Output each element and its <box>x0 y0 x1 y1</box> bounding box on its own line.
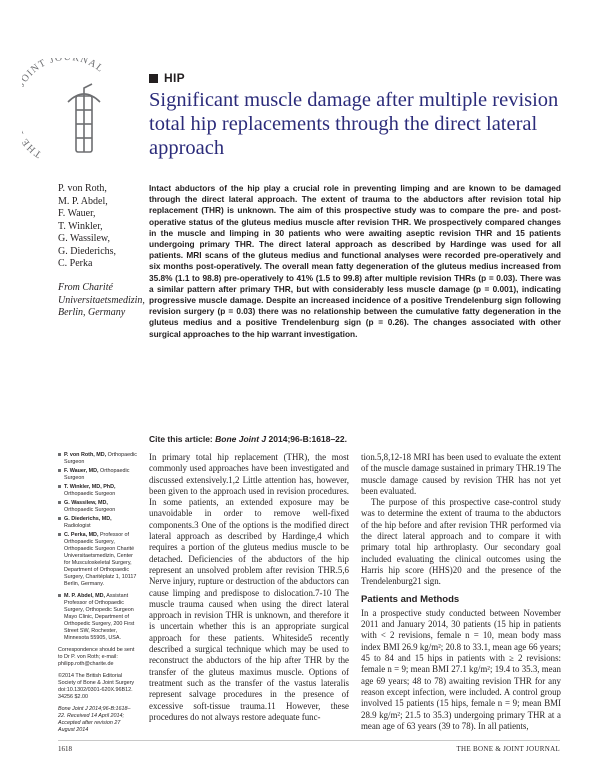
body-paragraph: The purpose of this prospective case-control study was to determine the extent of trauma to the abductors of the hip before and after revision THR performed via the direct lateral approach and to compare it with primary total hip arthroplasty. Our secondary goal included evaluating the clinical outcomes using the Harris hip score (HHS)20 and the presence of the Trendelenburg21 sign. <box>361 497 561 587</box>
article-title: Significant muscle damage after multiple revision total hip replacements through the direct lateral approach <box>149 89 559 159</box>
section-square-icon <box>149 74 158 83</box>
author-list <box>58 183 153 271</box>
author-name: G. Wassilew, <box>58 233 110 244</box>
body-paragraph: In a prospective study conducted between November 2011 and January 2014, 30 patients (15 hip in patients with < 2 revisions, female n = 10, mean body mass index BMI 26.9 kg/m²; 20.8 to 33.1, mean age 66 years; 45 to 84 and 15 hips in patients with ≥ 2 revisions: female n = 9; mean BMI 27.1 kg/m²; 19.4 to 35.3, mean age 69 years; 48 to 78) awaiting revision THR for any reason except infection, were included. A control group involved 15 patients (15 hips, female n = 9; mean BMI 28.9 kg/m²; 21.5 to 35.3) undergoing primary THR at a mean age of 63 years (39 to 78). In all patients, <box>361 607 561 731</box>
footer-journal-name: THE BONE & JOINT JOURNAL <box>456 745 560 753</box>
cite-label: Cite this article: <box>149 434 213 444</box>
journal-logo <box>22 58 132 168</box>
sidebar-author: M. P. Abdel, MD, Assistant Professor of Orthopaedic Surgery, Orthopedic Surgeon Mayo Clinic, Department of Orthopedic Surgery, 200 First Street SW, Rochester, Minnesota 55905, USA. <box>58 593 138 642</box>
logo-text: TH INT JO RNAL <box>24 58 106 160</box>
body-column-1 <box>149 452 349 723</box>
footer-divider <box>58 740 560 741</box>
body-paragraph: In primary total hip replacement (THR), the most commonly used approaches have been investigated and discussed extensively.1,2 Little attention has, however, been given to the approach used in revision procedures. In some patients, an extended exposure may be unavoidable in order to remove well-fixed components.3 One of the options is the modified direct lateral approach as described by Hardinge,4 which requires a portion of the gluteus medius muscle to be detached. Deficiencies of the abductors of the hip represent an unsolved problem after revision THR.5,6 Nerve injury, rupture or destruction of the abductors can cause limping and predispose to dislocation.7-10 The muscle trauma caused when using the direct lateral approach in revision THR is unknown, and therefore it is uncertain whether this is an appropriate surgical approach for these patients. Whiteside5 recently described a surgical technique which may be used to reconstruct the abductors of the hip after THR by the transfer of the gluteus maximus muscle. Options of treatment such as the transfer of the vastus lateralis represent salvage procedures in the presence of excessive soft-tissue trauma.11 However, these procedures do not always restore adequate func- <box>149 452 349 722</box>
author-name: M. P. Abdel, <box>58 195 108 207</box>
svg-text:THE BONE & JOINT JOURNAL <box>22 58 106 160</box>
citation-line <box>149 434 561 444</box>
affiliation: From Charité Universitaetsmedizin, Berlin, Germany <box>58 282 145 318</box>
bullet-icon <box>58 485 61 488</box>
abstract: Intact abductors of the hip play a crucial role in preventing limping and are known to be damaged through the direct lateral approach. The extent of trauma to the abductors after revision total hip replacement (THR) is unknown. The aim of this prospective study was to compare the pre- and post-operative status of the gluteus medius muscle after revision THR. We prospectively compared changes in the muscle and limping in 30 patients who were awaiting aseptic revision THR and 15 patients undergoing primary THR. The direct lateral approach as described by Hardinge was used for all patients. MRI scans of the gluteus medius and functional analyses were recorded pre-operatively and six months post-operatively. The overall mean fatty degeneration of the gluteus medius increased from 35.8% (1.1 to 98.8) pre-operatively to 41% (1.5 to 99.8) after multiple revision THRs (p = 0.03). There was a similar pattern after primary THR, but with considerably less muscle damage (p = 0.001), indicating progressive muscle damage. Despite an increased incidence of a positive Trendelenburg sign following revision surgery (p = 0.03) there was no relationship between the cumulative fatty degeneration in the gluteus medius and a positive Trendelenburg sign (p = 0.26). The changes associated with other surgical approaches to the hip warrant investigation. <box>149 183 561 339</box>
sidebar-author: C. Perka, MD, Professor of Orthopaedic Surgery, Orthopaedic Surgeon Charité Universitaetsmedizin, Center for Musculoskeletal Surgery, Department of Orthopaedic Surgery, Charitéplatz 1, 10117 Berlin, Germany. <box>58 532 138 588</box>
journal-info: Bone Joint J 2014;96-B:1618–22. Received 14 April 2014; Accepted after revision 27 August 2014 <box>58 706 131 733</box>
sidebar-author: P. von Roth, MD, Orthopaedic Surgeon <box>58 452 138 466</box>
bullet-icon <box>58 469 61 472</box>
author-name: P. von Roth, <box>58 183 107 194</box>
author-name: G. Diederichs, <box>58 245 117 257</box>
section-heading: Patients and Methods <box>361 593 460 605</box>
sidebar-author: T. Winkler, MD, PhD, Orthopaedic Surgeon <box>58 484 138 498</box>
bullet-icon <box>58 501 61 504</box>
cite-journal: Bone Joint J <box>215 434 267 444</box>
author-name: T. Winkler, <box>58 220 103 232</box>
page-number: 1618 <box>58 745 72 753</box>
section-tag <box>149 71 185 85</box>
author-name: F. Wauer, <box>58 208 96 219</box>
copyright-notice: ©2014 The British Editorial Society of Bone & Joint Surgery doi:10.1302/0301-620X.96B12. 34256 $2.00 <box>58 673 135 700</box>
bullet-icon <box>58 533 61 536</box>
bullet-icon <box>58 517 61 520</box>
section-label: HIP <box>164 71 185 85</box>
sidebar-author: F. Wauer, MD, Orthopaedic Surgeon <box>58 468 138 482</box>
body-paragraph: tion.5,8,12-18 MRI has been used to evaluate the extent of the muscle damage sustained in primary THR.19 The muscle damage caused by revision THR has not yet been evaluated. <box>361 452 561 496</box>
body-column-2 <box>361 452 561 732</box>
sidebar-author: G. Diederichs, MD, Radiologist <box>58 516 138 530</box>
author-name: C. Perka <box>58 258 93 269</box>
correspondence: Correspondence should be sent to Dr P. von Roth; e-mail: philipp.roth@charite.de <box>58 647 135 667</box>
bullet-icon <box>58 594 61 597</box>
sidebar-author: G. Wassilew, MD, Orthopaedic Surgeon <box>58 500 138 514</box>
author-info-sidebar <box>58 452 138 739</box>
cite-ref: 2014;96-B:1618–22. <box>268 434 347 444</box>
bullet-icon <box>58 453 61 456</box>
